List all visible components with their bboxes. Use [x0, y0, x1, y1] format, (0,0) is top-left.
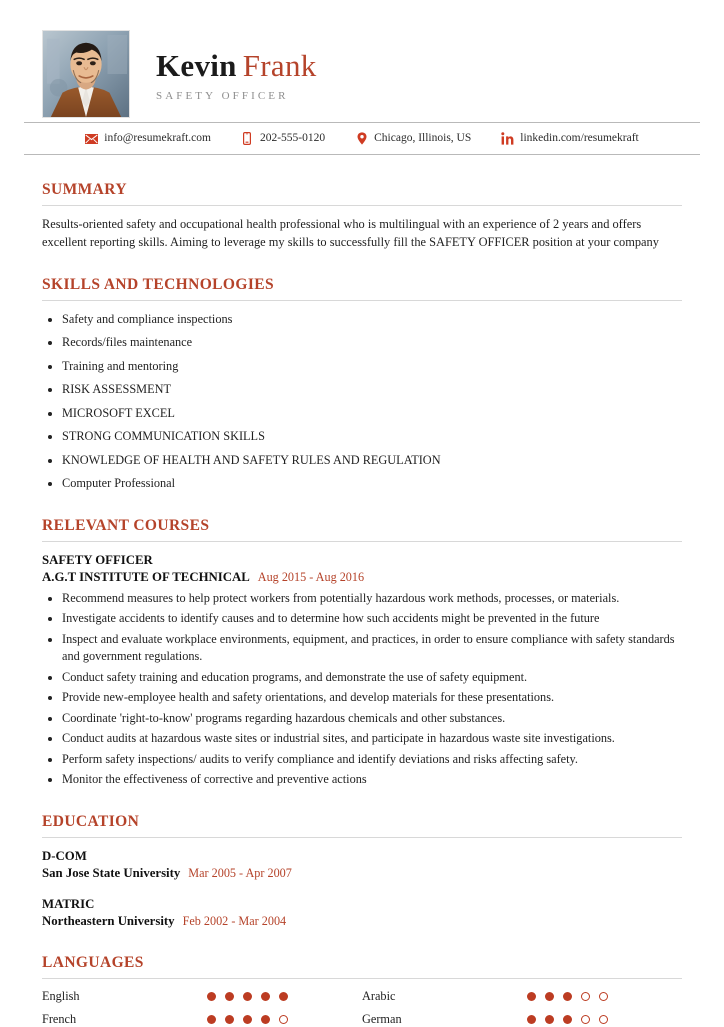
rating-dot-filled	[207, 1015, 216, 1024]
rating-dot-filled	[545, 992, 554, 1001]
skills-heading: SKILLS AND TECHNOLOGIES	[42, 275, 275, 293]
list-item: KNOWLEDGE OF HEALTH AND SAFETY RULES AND REGULATION	[42, 452, 682, 470]
language-rating-dots	[207, 1015, 288, 1024]
rating-dot-empty	[581, 1015, 590, 1024]
list-item: Records/files maintenance	[42, 334, 682, 352]
contact-linkedin[interactable]	[501, 132, 638, 145]
summary-divider	[42, 205, 682, 206]
rating-dot-filled	[527, 992, 536, 1001]
contact-bottom-divider	[24, 154, 700, 155]
course-organization: A.G.T INSTITUTE OF TECHNICAL	[42, 570, 250, 585]
languages-grid	[42, 989, 682, 1027]
job-title: SAFETY OFFICER	[156, 89, 289, 102]
resume-header	[0, 0, 724, 122]
contact-email[interactable]	[85, 132, 211, 145]
rating-dot-filled	[563, 992, 572, 1001]
rating-dot-filled	[243, 992, 252, 1001]
rating-dot-filled	[261, 992, 270, 1001]
list-item: Monitor the effectiveness of corrective and preventive actions	[42, 771, 682, 789]
languages-heading: LANGUAGES	[42, 954, 144, 972]
language-row	[42, 1012, 362, 1027]
full-name	[156, 50, 317, 83]
list-item: STRONG COMMUNICATION SKILLS	[42, 428, 682, 446]
list-item: RISK ASSESSMENT	[42, 381, 682, 399]
course-entry	[42, 552, 682, 789]
rating-dot-empty	[599, 1015, 608, 1024]
language-name: English	[42, 989, 80, 1004]
list-item: Inspect and evaluate workplace environments, equipment, and practices, in order to ensure compliance with safety standards and government regulations.	[42, 631, 682, 667]
education-heading: EDUCATION	[42, 813, 140, 831]
courses-heading: RELEVANT COURSES	[42, 517, 210, 535]
rating-dot-filled	[207, 992, 216, 1001]
section-relevant-courses	[42, 517, 682, 789]
language-row	[362, 989, 682, 1004]
course-title: SAFETY OFFICER	[42, 553, 153, 568]
education-degree: D-COM	[42, 849, 87, 864]
list-item: Perform safety inspections/ audits to verify compliance and identify deviations and risks affecting safety.	[42, 751, 682, 769]
list-item: Safety and compliance inspections	[42, 311, 682, 329]
education-divider	[42, 837, 682, 838]
education-school: Northeastern University	[42, 913, 175, 928]
rating-dot-filled	[261, 1015, 270, 1024]
language-row	[362, 1012, 682, 1027]
list-item: Conduct audits at hazardous waste sites or industrial sites, and participate in hazardous waste site investigations.	[42, 730, 682, 748]
summary-text: Results-oriented safety and occupational health professional who is multilingual with an experience of 2 years and offers excellent reporting skills. Aiming to leverage my skills to successfully fill the SAFETY OFFICER position at your company	[42, 217, 659, 249]
rating-dot-filled	[225, 1015, 234, 1024]
rating-dot-empty	[599, 992, 608, 1001]
course-org-line	[42, 569, 682, 586]
list-item: Recommend measures to help protect workers from potentially hazardous work methods, processes, or materials.	[42, 590, 682, 608]
course-date: Aug 2015 - Aug 2016	[257, 570, 365, 585]
section-education	[42, 813, 682, 930]
summary-heading: SUMMARY	[42, 181, 127, 198]
list-item: Training and mentoring	[42, 358, 682, 376]
location-pin-icon	[355, 132, 368, 145]
rating-dot-filled	[225, 992, 234, 1001]
section-languages	[42, 954, 682, 1027]
skills-divider	[42, 300, 682, 301]
languages-divider	[42, 978, 682, 979]
last-name: Frank	[242, 48, 317, 84]
resume-content	[0, 181, 724, 1027]
language-name: French	[42, 1012, 77, 1027]
language-rating-dots	[527, 1015, 608, 1024]
language-rating-dots	[207, 992, 288, 1001]
rating-dot-filled	[243, 1015, 252, 1024]
rating-dot-empty	[279, 1015, 288, 1024]
name-block	[156, 46, 317, 102]
list-item: Conduct safety training and education programs, and demonstrate the use of safety equipment.	[42, 669, 682, 687]
education-degree: MATRIC	[42, 896, 95, 911]
phone-icon	[241, 132, 254, 145]
list-item: MICROSOFT EXCEL	[42, 405, 682, 423]
education-school-line	[42, 913, 682, 930]
language-name: German	[362, 1012, 402, 1027]
contact-location-text: Chicago, Illinois, US	[374, 131, 472, 144]
list-item: Provide new-employee health and safety orientations, and develop materials for these presentations.	[42, 689, 682, 707]
contact-location[interactable]	[355, 132, 471, 145]
rating-dot-filled	[545, 1015, 554, 1024]
list-item: Investigate accidents to identify causes and to determine how such accidents might be prevented in the future	[42, 610, 682, 628]
education-school: San Jose State University	[42, 866, 181, 881]
education-entry	[42, 848, 682, 883]
education-school-line	[42, 865, 682, 882]
language-row	[42, 989, 362, 1004]
contact-bar	[0, 123, 724, 154]
rating-dot-filled	[563, 1015, 572, 1024]
education-date: Feb 2002 - Mar 2004	[182, 913, 287, 928]
education-date: Mar 2005 - Apr 2007	[188, 866, 292, 881]
rating-dot-filled	[279, 992, 288, 1001]
contact-email-text: info@resumekraft.com	[104, 131, 211, 144]
profile-photo	[42, 30, 130, 118]
skills-list	[42, 311, 682, 493]
course-bullets	[42, 590, 682, 790]
list-item: Computer Professional	[42, 475, 682, 493]
contact-phone-text: 202-555-0120	[259, 131, 326, 144]
language-rating-dots	[527, 992, 608, 1001]
contact-linkedin-text: linkedin.com/resumekraft	[520, 131, 639, 144]
language-name: Arabic	[362, 989, 396, 1004]
rating-dot-filled	[527, 1015, 536, 1024]
first-name: Kevin	[156, 48, 237, 84]
rating-dot-empty	[581, 992, 590, 1001]
education-entry	[42, 896, 682, 931]
list-item: Coordinate 'right-to-know' programs regarding hazardous chemicals and other substances.	[42, 710, 682, 728]
section-skills	[42, 276, 682, 493]
section-summary	[42, 181, 682, 252]
courses-divider	[42, 541, 682, 542]
email-icon	[85, 132, 98, 145]
contact-phone[interactable]	[241, 132, 325, 145]
linkedin-icon	[501, 132, 514, 145]
